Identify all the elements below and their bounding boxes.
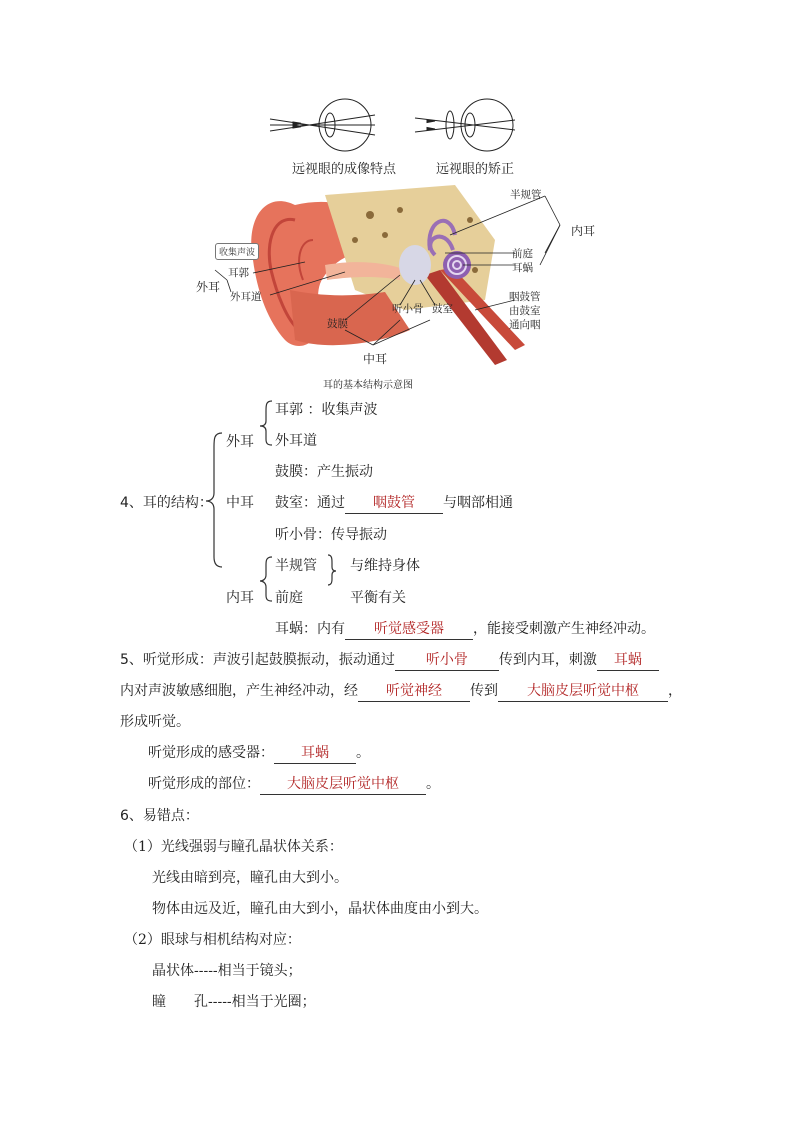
label-eustachian-1: 咽鼓管 bbox=[509, 291, 541, 303]
label-eardrum: 鼓膜 bbox=[327, 318, 348, 330]
label-inner-ear: 内耳 bbox=[571, 224, 596, 238]
label-cochlea: 耳蜗 bbox=[512, 262, 533, 274]
answer-ossicles: 听小骨 bbox=[395, 652, 499, 671]
errors-item1-line1: 光线由暗到亮，瞳孔由大到小。 bbox=[152, 870, 348, 886]
structure-prefix: 4、耳的结构： bbox=[120, 495, 213, 511]
inner-ear-cochlea: 耳蜗：内有 听觉感受器 ，能接受刺激产生神经冲动。 bbox=[275, 618, 655, 640]
answer-receptor: 耳蜗 bbox=[274, 745, 356, 764]
outer-ear-pinna: 耳郭 ：收集声波 bbox=[275, 402, 378, 418]
answer-eustachian-tube: 咽鼓管 bbox=[345, 495, 443, 514]
label-vestibule: 前庭 bbox=[512, 248, 533, 260]
hyperopia-imaging-diagram bbox=[270, 99, 375, 151]
hearing-receptor: 听觉形成的感受器： 耳蜗 。 bbox=[148, 742, 370, 764]
label-semicircular: 半规管 bbox=[510, 189, 542, 201]
outer-ear-canal: 外耳道 bbox=[275, 433, 317, 449]
label-middle-ear: 中耳 bbox=[363, 352, 388, 366]
label-outer-ear: 外耳 bbox=[196, 280, 221, 294]
middle-ear-label: 中耳 bbox=[226, 495, 254, 511]
errors-item2-title: （2）眼球与相机结构对应： bbox=[124, 932, 301, 948]
answer-auditory-receptor: 听觉感受器 bbox=[345, 621, 473, 640]
balance-function-1: 与维持身体 bbox=[350, 558, 420, 574]
errors-item2-line2: 瞳 孔-----相当于光圈； bbox=[152, 994, 316, 1010]
label-pinna: 耳郭 bbox=[228, 267, 249, 279]
hearing-line-2: 内对声波敏感细胞，产生神经冲动，经 听觉神经 传到 大脑皮层听觉中枢 ， bbox=[120, 680, 682, 702]
answer-auditory-nerve: 听觉神经 bbox=[358, 683, 470, 702]
hearing-site: 听觉形成的部位： 大脑皮层听觉中枢 。 bbox=[148, 773, 440, 795]
balance-function-2: 平衡有关 bbox=[350, 590, 406, 606]
ear-diagram-caption: 耳的基本结构示意图 bbox=[323, 380, 413, 391]
balance-brace bbox=[328, 555, 336, 585]
inner-ear-vestibule: 前庭 bbox=[275, 590, 303, 606]
label-ossicles: 听小骨 bbox=[392, 303, 424, 315]
middle-ear-illustration bbox=[399, 245, 431, 285]
hyperopia-correction-diagram bbox=[415, 99, 515, 151]
hearing-line-3: 形成听觉。 bbox=[120, 714, 190, 730]
inner-ear-label: 内耳 bbox=[226, 590, 254, 606]
label-eustachian-2: 由鼓室 bbox=[509, 305, 541, 317]
eye-caption-imaging: 远视眼的成像特点 bbox=[292, 162, 397, 177]
hearing-line-1: 5、听觉形成：声波引起鼓膜振动，振动通过 听小骨 传到内耳，刺激 耳蜗 bbox=[120, 649, 659, 671]
middle-ear-cavity: 鼓室：通过 咽鼓管 与咽部相通 bbox=[275, 492, 513, 514]
errors-item2-line1: 晶状体-----相当于镜头； bbox=[152, 963, 302, 979]
errors-heading: 6、易错点： bbox=[120, 808, 199, 824]
label-tympanic-cavity: 鼓室 bbox=[432, 303, 453, 315]
errors-item1-title: （1）光线强弱与瞳孔晶状体关系： bbox=[124, 839, 343, 855]
outer-ear-label: 外耳 bbox=[226, 434, 254, 450]
label-ear-canal: 外耳道 bbox=[230, 291, 262, 303]
inner-ear-semicircular: 半规管 bbox=[275, 558, 317, 574]
ear-structure-diagram bbox=[195, 180, 615, 375]
outer-ear-brace bbox=[260, 401, 272, 445]
middle-ear-eardrum: 鼓膜：产生振动 bbox=[275, 464, 373, 480]
inner-ear-brace bbox=[260, 557, 272, 601]
eye-caption-correction: 远视眼的矫正 bbox=[436, 162, 515, 177]
answer-auditory-cortex: 大脑皮层听觉中枢 bbox=[498, 683, 668, 702]
label-collect-sound: 收集声波 bbox=[215, 243, 259, 260]
answer-cochlea: 耳蜗 bbox=[597, 652, 659, 671]
answer-site: 大脑皮层听觉中枢 bbox=[260, 776, 426, 795]
label-eustachian-3: 通向咽 bbox=[509, 319, 541, 331]
hyperopia-eye-diagrams bbox=[265, 95, 535, 155]
middle-ear-ossicles: 听小骨：传导振动 bbox=[275, 527, 387, 543]
errors-item1-line2: 物体由远及近，瞳孔由大到小，晶状体曲度由小到大。 bbox=[152, 901, 488, 917]
